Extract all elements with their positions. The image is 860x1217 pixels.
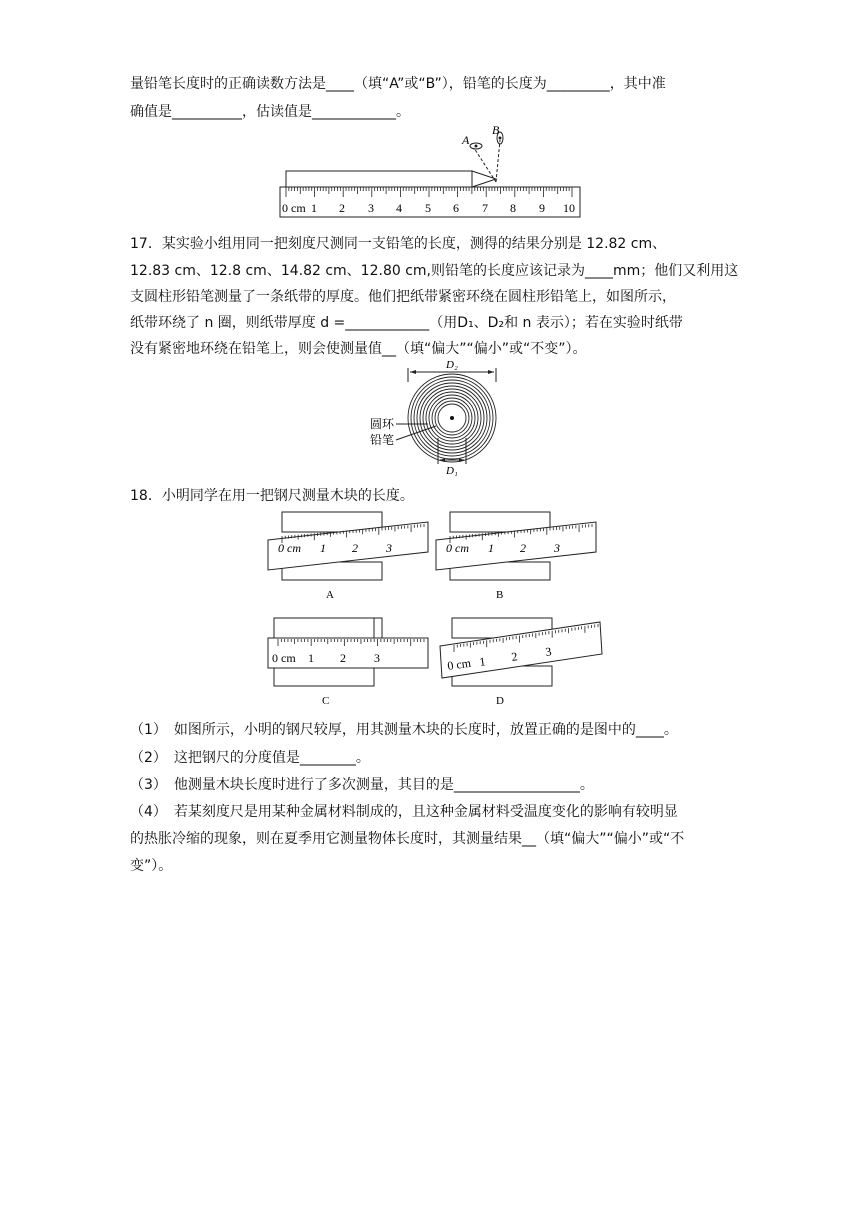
- svg-text:3: 3: [544, 644, 553, 659]
- pencil-body: [286, 171, 472, 187]
- q18-item-4: （4） 若某刻度尺是用某种金属材料制成的，且这种金属材料受温度变化的影响有较明显: [130, 804, 678, 820]
- svg-text:1: 1: [320, 541, 326, 555]
- q17-line-5: 没有紧密地环绕在铅笔上，则会使测量值__（填“偏大”“偏小”或“不变”）。: [130, 341, 587, 357]
- svg-text:1: 1: [308, 651, 314, 665]
- pencil-tip: [472, 171, 496, 187]
- svg-text:2: 2: [520, 541, 526, 555]
- q16-line-1: 量铅笔长度时的正确读数方法是____（填“A”或“B”），铅笔的长度为_________，其中准: [130, 76, 666, 92]
- panel-label-c: C: [322, 695, 330, 707]
- panel-d: [440, 618, 602, 707]
- eye-a-icon: [470, 143, 482, 149]
- svg-text:1: 1: [488, 541, 494, 555]
- ruler-label-2: 2: [339, 201, 345, 215]
- q18-item-4-cont: 的热胀冷缩的现象，则在夏季用它测量物体长度时，其测量结果__（填“偏大”“偏小”或“不: [130, 831, 685, 847]
- svg-text:3: 3: [554, 541, 560, 555]
- paper-ring-figure: [370, 360, 500, 478]
- panel-label-d: D: [496, 695, 504, 707]
- svg-text:0 cm: 0 cm: [278, 541, 301, 555]
- q18-item-4-end: 变”）。: [130, 858, 173, 874]
- svg-text:0 cm: 0 cm: [446, 541, 469, 555]
- panel-label-a: A: [326, 589, 334, 601]
- label-b: B: [492, 123, 500, 137]
- ruler-label-8: 8: [510, 201, 516, 215]
- pencil-center: [450, 416, 454, 420]
- label-d1: D₁: [446, 465, 458, 477]
- ruler-placement-figure: [264, 506, 608, 710]
- svg-text:2: 2: [340, 651, 346, 665]
- label-a: A: [462, 133, 470, 147]
- panel-b: [436, 512, 596, 601]
- panel-label-b: B: [496, 589, 504, 601]
- ruler-label-1: 1: [311, 201, 317, 215]
- label-d2: D₂: [446, 360, 458, 371]
- panel-a: [268, 512, 428, 601]
- ruler-label-6: 6: [453, 201, 459, 215]
- svg-text:3: 3: [386, 541, 392, 555]
- q18-item-3: （3） 他测量木块长度时进行了多次测量，其目的是__________________。: [130, 777, 594, 793]
- ruler-label-7: 7: [482, 201, 488, 215]
- svg-text:2: 2: [352, 541, 358, 555]
- pencil-ruler-figure: [278, 122, 584, 220]
- q18-item-2: （2） 这把钢尺的分度值是________。: [130, 750, 370, 766]
- q17-line-3: 支圆柱形铅笔测量了一条纸带的厚度。他们把纸带紧密环绕在圆柱形铅笔上，如图所示，: [130, 289, 676, 305]
- sight-line-b: [496, 140, 500, 182]
- ruler-label-3: 3: [368, 201, 374, 215]
- ruler-label-5: 5: [425, 201, 431, 215]
- svg-text:1: 1: [478, 654, 487, 669]
- q17-line-1: 17．某实验小组用同一把刻度尺测同一支铅笔的长度，测得的结果分别是 12.82 cm、: [130, 236, 667, 252]
- ruler-label-0: 0 cm: [282, 201, 306, 215]
- svg-text:0 cm: 0 cm: [272, 651, 296, 665]
- ruler-label-10: 10: [563, 201, 575, 215]
- q17-line-2: 12.83 cm、12.8 cm、14.82 cm、12.80 cm,则铅笔的长度应该记录为____mm；他们又利用这: [130, 263, 739, 279]
- q18-stem: 18．小明同学在用一把钢尺测量木块的长度。: [130, 488, 414, 504]
- label-ring: 圆环: [370, 417, 395, 431]
- panel-c: [268, 618, 428, 707]
- ruler-label-4: 4: [396, 201, 402, 215]
- svg-text:0 cm: 0 cm: [446, 655, 472, 673]
- ruler-label-9: 9: [539, 201, 545, 215]
- q17-line-4: 纸带环绕了 n 圈，则纸带厚度 d =____________（用D₁、D₂和 n 表示）；若在实验时纸带: [130, 315, 683, 331]
- q18-item-1: （1） 如图所示，小明的钢尺较厚，用其测量木块的长度时，放置正确的是图中的____。: [130, 722, 678, 738]
- svg-text:2: 2: [510, 649, 519, 664]
- q16-line-2: 确值是__________，估读值是____________。: [130, 104, 410, 120]
- svg-text:3: 3: [374, 651, 380, 665]
- label-pencil: 铅笔: [370, 433, 395, 447]
